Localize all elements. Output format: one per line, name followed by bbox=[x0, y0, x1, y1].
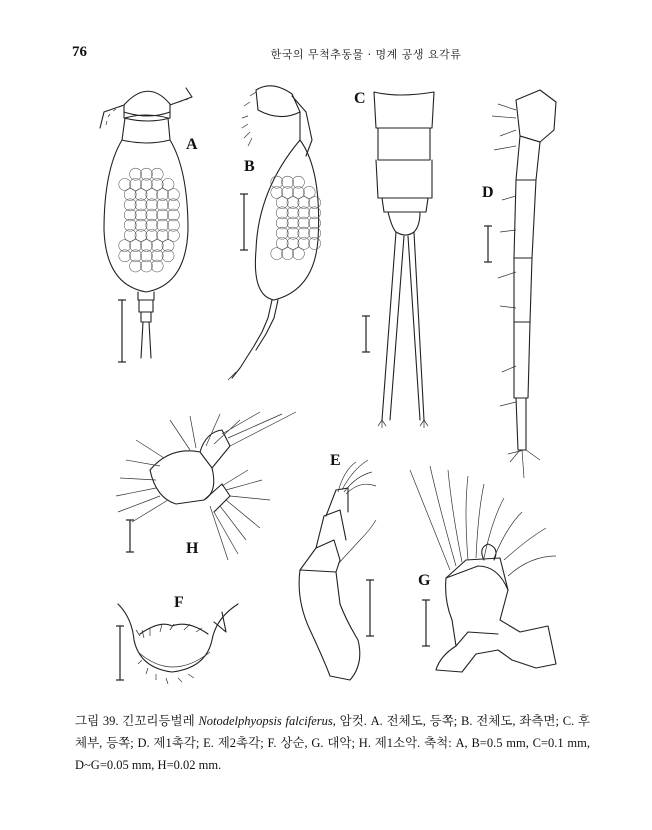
panel-h-drawing bbox=[116, 412, 296, 560]
panel-label-d: D bbox=[482, 184, 494, 201]
panel-b-eggs bbox=[271, 176, 321, 259]
running-header: 한국의 무척추동물 · 명계 공생 요각류 bbox=[270, 48, 462, 61]
panel-g-drawing bbox=[410, 466, 556, 672]
panel-label-e: E bbox=[330, 452, 341, 469]
panel-label-h: H bbox=[186, 540, 199, 557]
panel-c-drawing bbox=[374, 92, 434, 428]
panel-e-drawing bbox=[299, 460, 376, 680]
panel-d-drawing bbox=[492, 90, 556, 478]
page-number: 76 bbox=[72, 44, 87, 60]
panel-label-a: A bbox=[186, 136, 198, 153]
panel-label-b: B bbox=[244, 158, 255, 175]
panel-a-eggs bbox=[119, 168, 180, 272]
panel-label-c: C bbox=[354, 90, 366, 107]
panel-label-g: G bbox=[418, 572, 431, 589]
panel-f-drawing bbox=[118, 604, 238, 684]
panel-b-drawing bbox=[228, 86, 319, 380]
caption-body: , 암컷. A. 전체도, 등쪽; B. 전체도, 좌측면; C. 후체부, 등쪽; D. 제1촉각; E. 제2촉각; F. 상순, G. 대악; H. 제1소악. 축척: A, B=0.5 mm, C=0.1 mm, D~G=0.05 mm, H=0.02 mm. bbox=[75, 714, 590, 772]
panel-label-f: F bbox=[174, 594, 184, 611]
caption-species: Notodelphyopsis falciferus bbox=[198, 714, 333, 728]
caption-lead: 그림 39. 긴꼬리등벌레 bbox=[75, 714, 199, 728]
figure-caption bbox=[75, 710, 590, 776]
